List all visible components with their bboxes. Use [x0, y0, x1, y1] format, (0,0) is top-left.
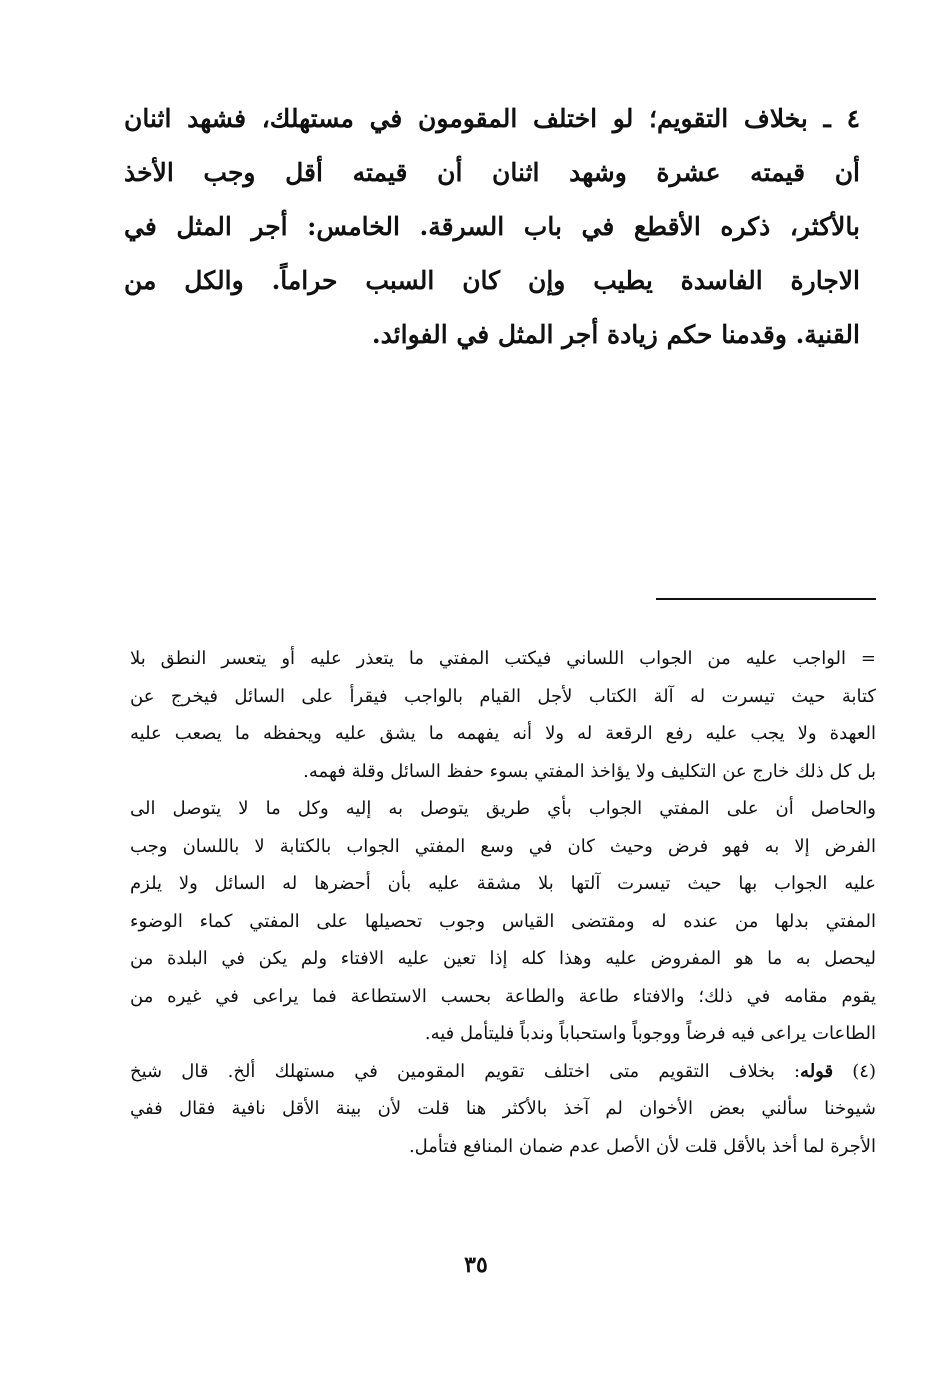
footnote-keyword: قوله	[800, 1060, 834, 1082]
main-text-line: الاجارة الفاسدة يطيب وإن كان السبب حراماً. والكل من	[124, 266, 860, 295]
main-text-line: أن قيمته عشرة وشهد اثنان أن قيمته أقل وجب الأخذ	[124, 158, 860, 187]
main-text-line: بالأكثر، ذكره الأقطع في باب السرقة. الخامس: أجر المثل في	[124, 212, 860, 241]
footnote-line: يقوم مقامه في ذلك؛ والافتاء طاعة والطاعة بحسب الاستطاعة فما يراعى في غيره من	[130, 985, 876, 1007]
footnotes-block	[130, 640, 876, 1165]
footnote-marker: (٤)	[852, 1060, 876, 1082]
footnote-line: عليه الجواب بها حيث تيسرت آلتها بلا مشقة عليه بأن أحضرها له السائل ولا يلزم	[130, 873, 876, 894]
main-text-block	[124, 92, 860, 362]
footnote-line: كتابة حيث تيسرت له آلة الكتاب لأجل القيام بالواجب فيقرأ على السائل فيخرج عن	[130, 685, 876, 707]
footnote-line: الفرض إلا به فهو فرض وحيث كان في وسع المفتي الجواب بالكتابة لا باللسان وجب	[130, 835, 876, 857]
footnote-divider	[656, 598, 876, 600]
footnote-4-text: : بخلاف التقويم متى اختلف تقويم المقومين في مستهلك ألخ. قال شيخ	[130, 1060, 801, 1082]
page-number: ٣٥	[464, 1252, 488, 1278]
footnote-4-first-line	[130, 1053, 876, 1091]
footnote-line: ليحصل به ما هو المفروض عليه وهذا كله إذا تعين عليه الافتاء ولم يكن في البلدة من	[130, 948, 876, 969]
footnote-line: الأجرة لما أخذ بالأقل قلت لأن الأصل عدم ضمان المنافع فتأمل.	[408, 1135, 876, 1157]
footnote-line: شيوخنا سألني بعض الأخوان لم آخذ بالأكثر هنا قلت لأن بينة الأقل نافية فقال ففي	[130, 1098, 876, 1119]
footnote-line: = الواجب عليه من الجواب اللساني فيكتب المفتي ما يتعذر عليه أو يتعسر النطق بلا	[130, 648, 876, 669]
footnote-line: العهدة ولا يجب عليه رفع الرقعة له ولا أنه يفهمه ما يشق عليه ويحفظه ما يصعب عليه	[130, 723, 876, 744]
footnote-line: بل كل ذلك خارج عن التكليف ولا يؤاخذ المفتي بسوء حفظ السائل وقلة فهمه.	[303, 760, 876, 782]
main-text-line: القنية. وقدمنا حكم زيادة أجر المثل في الفوائد.	[371, 320, 860, 349]
footnote-line: المفتي بدلها من عنده له ومقتضى القياس وجوب تحصيلها على المفتي كماء الوضوء	[130, 910, 876, 932]
footnote-line: الطاعات يراعى فيه فرضاً ووجوباً واستحباباً وندباً فليتأمل فيه.	[424, 1023, 876, 1044]
footnote-line: والحاصل أن على المفتي الجواب بأي طريق يتوصل به إليه وكل ما لا يتوصل الى	[130, 798, 876, 819]
main-text-line: ٤ ـ بخلاف التقويم؛ لو اختلف المقومون في مستهلك، فشهد اثنان	[124, 104, 860, 133]
